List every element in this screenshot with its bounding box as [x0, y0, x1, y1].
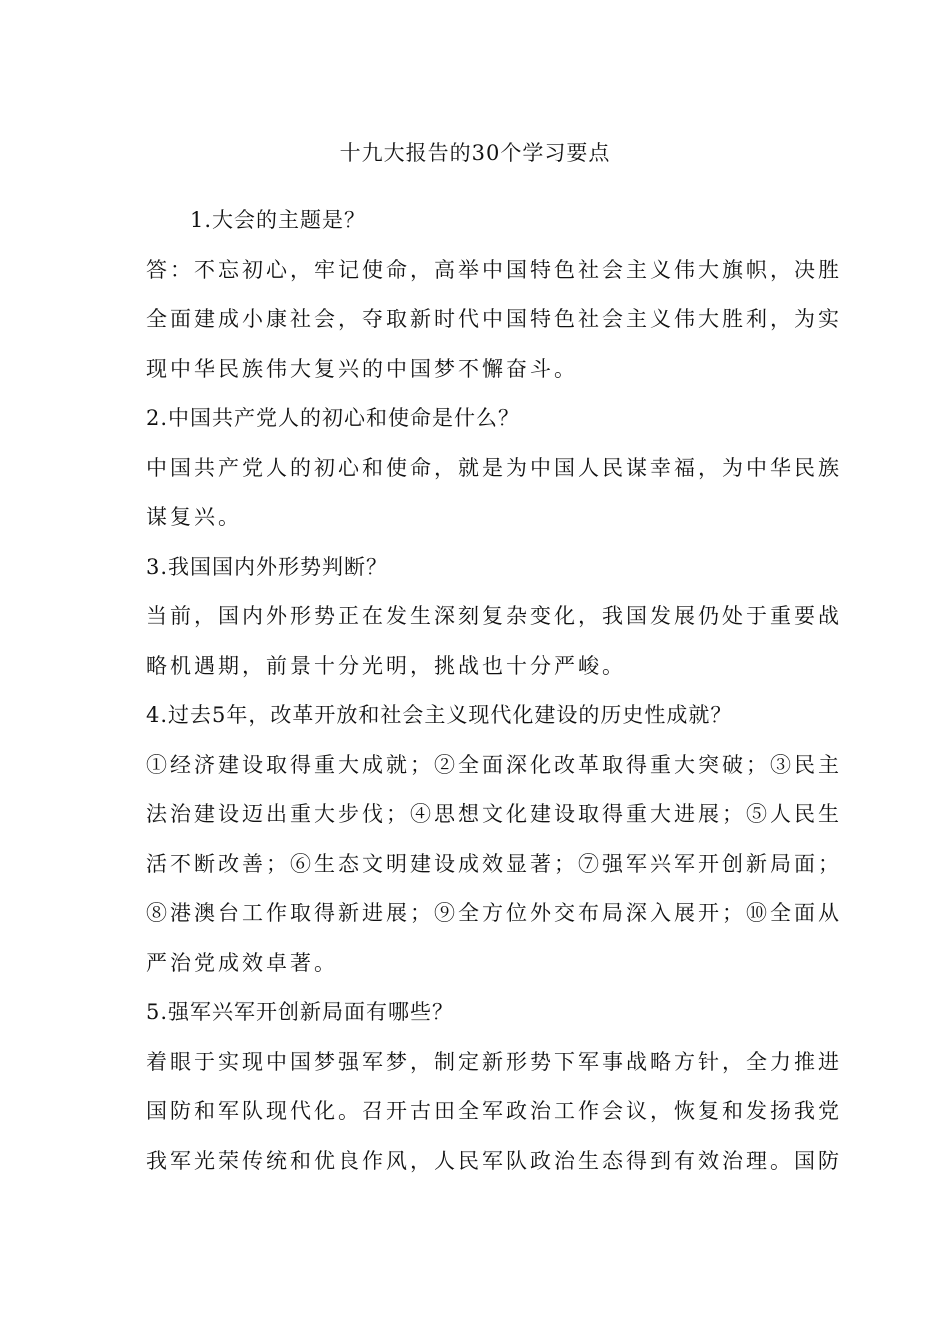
answer-line: 严治党成效卓著。: [146, 950, 338, 975]
answer-line: 答：不忘初心，牢记使命，高举中国特色社会主义伟大旗帜，决胜: [146, 257, 842, 282]
answer-line: 全面建成小康社会，夺取新时代中国特色社会主义伟大胜利，为实: [146, 307, 842, 331]
document-title: 十九大报告的30个学习要点: [339, 141, 611, 165]
answer-line: 活不断改善；⑥生态文明建设成效显著；⑦强军兴军开创新局面；: [146, 851, 842, 876]
answer-line: ①经济建设取得重大成就；②全面深化改革取得重大突破；③民主: [146, 752, 842, 777]
answer-line: 法治建设迈出重大步伐；④思想文化建设取得重大进展；⑤人民生: [146, 802, 842, 826]
question-line: 3.我国国内外形势判断？: [146, 554, 389, 579]
question-line: 5.强军兴军开创新局面有哪些？: [146, 1000, 455, 1024]
document-body: [146, 196, 842, 1186]
answer-line: 中国共产党人的初心和使命，就是为中国人民谋幸福，为中华民族: [146, 455, 842, 480]
question-line: 4.过去5年，改革开放和社会主义现代化建设的历史性成就？: [146, 703, 733, 727]
answer-line: 当前，国内外形势正在发生深刻复杂变化，我国发展仍处于重要战: [146, 604, 842, 628]
question-line: 2.中国共产党人的初心和使命是什么？: [146, 406, 521, 430]
answer-line: 现中华民族伟大复兴的中国梦不懈奋斗。: [146, 356, 578, 381]
answer-line: 着眼于实现中国梦强军梦，制定新形势下军事战略方针，全力推进: [146, 1049, 842, 1074]
answer-line: 国防和军队现代化。召开古田全军政治工作会议，恢复和发扬我党: [146, 1099, 842, 1123]
answer-line: 我军光荣传统和优良作风，人民军队政治生态得到有效治理。国防: [146, 1148, 842, 1173]
answer-line: ⑧港澳台工作取得新进展；⑨全方位外交布局深入展开；⑩全面从: [146, 901, 842, 925]
question-line: 1.大会的主题是？: [190, 208, 367, 232]
answer-line: 谋复兴。: [146, 505, 242, 529]
answer-line: 略机遇期，前景十分光明，挑战也十分严峻。: [146, 653, 626, 678]
